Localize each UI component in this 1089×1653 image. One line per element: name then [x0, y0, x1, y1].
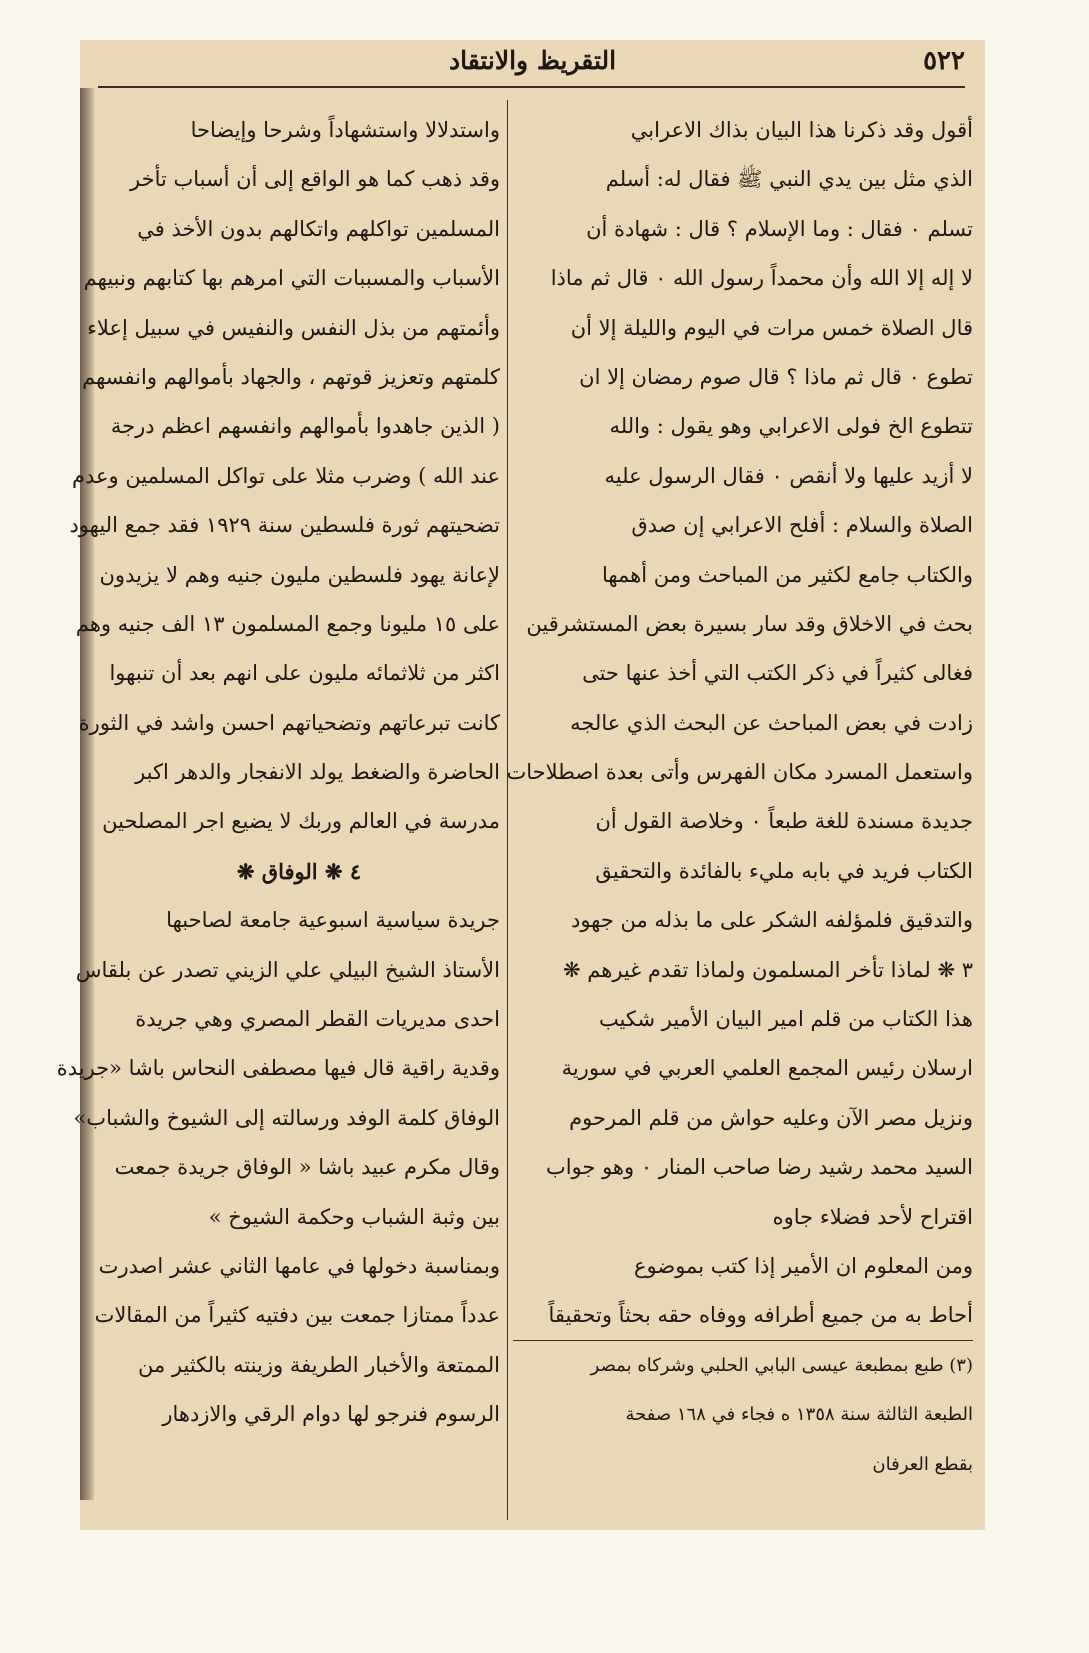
- text-line: الأستاذ الشيخ البيلي علي الزيني تصدر عن بلقاس: [75, 957, 500, 982]
- text-line: جديدة مسندة للغة طبعاً ٠ وخلاصة القول أن: [595, 809, 973, 834]
- text-line: الكتاب فريد في بابه مليء بالفائدة والتحقيق: [595, 858, 973, 883]
- text-line: على ١٥ مليونا وجمع المسلمون ١٣ الف جنيه وهم: [75, 611, 500, 636]
- header-rule: [98, 86, 965, 88]
- text-line: لإعانة يهود فلسطين مليون جنيه وهم لا يزيدون: [99, 562, 500, 587]
- text-line: كانت تبرعاتهم وتضحياتهم احسن واشد في الثورة: [78, 710, 500, 735]
- text-line: الصلاة والسلام : أفلح الاعرابي إن صدق: [631, 513, 973, 538]
- text-line: (٣) طبع بمطبعة عيسى البابي الحلبي وشركاه بمصر: [590, 1355, 973, 1376]
- text-line: لا أزيد عليها ولا أنقص ٠ فقال الرسول عليه: [604, 463, 973, 488]
- text-line: الرسوم فنرجو لها دوام الرقي والازدهار: [162, 1402, 500, 1427]
- text-line: الوفاق كلمة الوفد ورسالته إلى الشيوخ والشباب»: [73, 1105, 500, 1130]
- text-line: السيد محمد رشيد رضا صاحب المنار ٠ وهو جواب: [545, 1155, 973, 1180]
- text-line: عند الله ) وضرب مثلا على تواكل المسلمين وعدم: [71, 463, 500, 488]
- text-line: أقول وقد ذكرنا هذا البيان بذاك الاعرابي: [630, 118, 973, 142]
- text-line: ارسلان رئيس المجمع العلمي العربي في سورية: [561, 1056, 973, 1081]
- section-heading: ٤ ❋ الوفاق ❋: [236, 858, 362, 884]
- text-line: ( الذين جاهدوا بأموالهم وانفسهم اعظم درجة: [110, 414, 500, 439]
- text-line: تطوع ٠ قال ثم ماذا ؟ قال صوم رمضان إلا ان: [579, 364, 973, 389]
- text-line: ٣ ❋ لماذا تأخر المسلمون ولماذا تقدم غيرهم ❋: [563, 957, 973, 982]
- text-line: هذا الكتاب من قلم امير البيان الأمير شكيب: [598, 1007, 973, 1032]
- text-line: فغالى كثيراً في ذكر الكتب التي أخذ عنها حتى: [582, 661, 973, 686]
- text-line: الأسباب والمسببات التي امرهم بها كتابهم ونبيهم: [83, 266, 500, 291]
- text-line: والكتاب جامع لكثير من المباحث ومن أهمها: [601, 562, 973, 587]
- text-line: وأئمتهم من بذل النفس والنفيس في سبيل إعلاء: [87, 315, 500, 340]
- left-column: [56, 106, 500, 1440]
- text-line: تتطوع الخ فولى الاعرابي وهو يقول : والله: [609, 414, 973, 439]
- text-line: الطبعة الثالثة سنة ١٣٥٨ ه فجاء في ١٦٨ صفحة: [625, 1404, 973, 1426]
- running-title: التقريظ والانتقاد: [448, 46, 617, 75]
- text-line: عدداً ممتازا جمعت بين دفتيه كثيراً من المقالات: [94, 1303, 500, 1328]
- text-line: الحاضرة والضغط يولد الانفجار والدهر اكبر: [135, 760, 500, 785]
- text-line: قال الصلاة خمس مرات في اليوم والليلة إلا أن: [570, 315, 973, 340]
- text-line: لا إله إلا الله وأن محمداً رسول الله ٠ قال ثم ماذا: [550, 266, 973, 291]
- text-line: واستعمل المسرد مكان الفهرس وأتى بعدة اصطلاحات: [506, 760, 973, 785]
- text-line: الممتعة والأخبار الطريفة وزينته بالكثير من: [138, 1352, 500, 1377]
- text-line: ومن المعلوم ان الأمير إذا كتب بموضوع: [634, 1253, 973, 1278]
- text-line: تضحيتهم ثورة فلسطين سنة ١٩٢٩ فقد جمع اليهود: [69, 513, 500, 538]
- text-line: بحث في الاخلاق وقد سار بسيرة بعض المستشرقين: [526, 611, 973, 636]
- text-line: ونزيل مصر الآن وعليه حواش من قلم المرحوم: [569, 1105, 973, 1130]
- right-column: [506, 106, 973, 1341]
- text-line: احدى مديريات القطر المصري وهي جريدة: [135, 1007, 500, 1032]
- text-line: مدرسة في العالم وربك لا يضيع اجر المصلحين: [102, 809, 500, 834]
- text-line: بقطع العرفان: [872, 1453, 973, 1475]
- text-line: زادت في بعض المباحث عن البحث الذي عالجه: [570, 710, 973, 735]
- footnote: [513, 1346, 973, 1494]
- text-line: واستدلالا واستشهاداً وشرحا وإيضاحا: [190, 118, 500, 142]
- column-divider: [507, 100, 508, 1520]
- page-number: ٥٢٢: [923, 46, 965, 76]
- text-line: وقال مكرم عبيد باشا « الوفاق جريدة جمعت: [114, 1155, 500, 1180]
- text-line: وبمناسبة دخولها في عامها الثاني عشر اصدرت: [98, 1253, 500, 1278]
- book-page: [56, 40, 985, 1530]
- text-line: وقدية راقية قال فيها مصطفى النحاس باشا «جريدة: [56, 1056, 500, 1081]
- text-line: اكثر من ثلاثمائه مليون على انهم بعد أن تنبهوا: [109, 661, 500, 686]
- text-line: تسلم ٠ فقال : وما الإسلام ؟ قال : شهادة أن: [586, 216, 973, 241]
- text-line: كلمتهم وتعزيز قوتهم ، والجهاد بأموالهم وانفسهم: [82, 364, 500, 389]
- footnote-rule: [513, 1340, 973, 1341]
- text-line: أحاط به من جميع أطرافه ووفاه حقه بحثاً وتحقيقاً: [548, 1303, 973, 1328]
- text-line: الذي مثل بين يدي النبي ﷺ فقال له: أسلم: [605, 167, 973, 192]
- text-line: بين وثبة الشباب وحكمة الشيوخ »: [208, 1204, 500, 1229]
- text-line: جريدة سياسية اسبوعية جامعة لصاحبها: [166, 908, 500, 933]
- text-line: والتدقيق فلمؤلفه الشكر على ما بذله من جهود: [570, 908, 973, 933]
- text-line: المسلمين تواكلهم واتكالهم بدون الأخذ في: [137, 216, 500, 241]
- text-line: اقتراح لأحد فضلاء جاوه: [772, 1204, 973, 1229]
- text-line: وقد ذهب كما هو الواقع إلى أن أسباب تأخر: [130, 167, 500, 192]
